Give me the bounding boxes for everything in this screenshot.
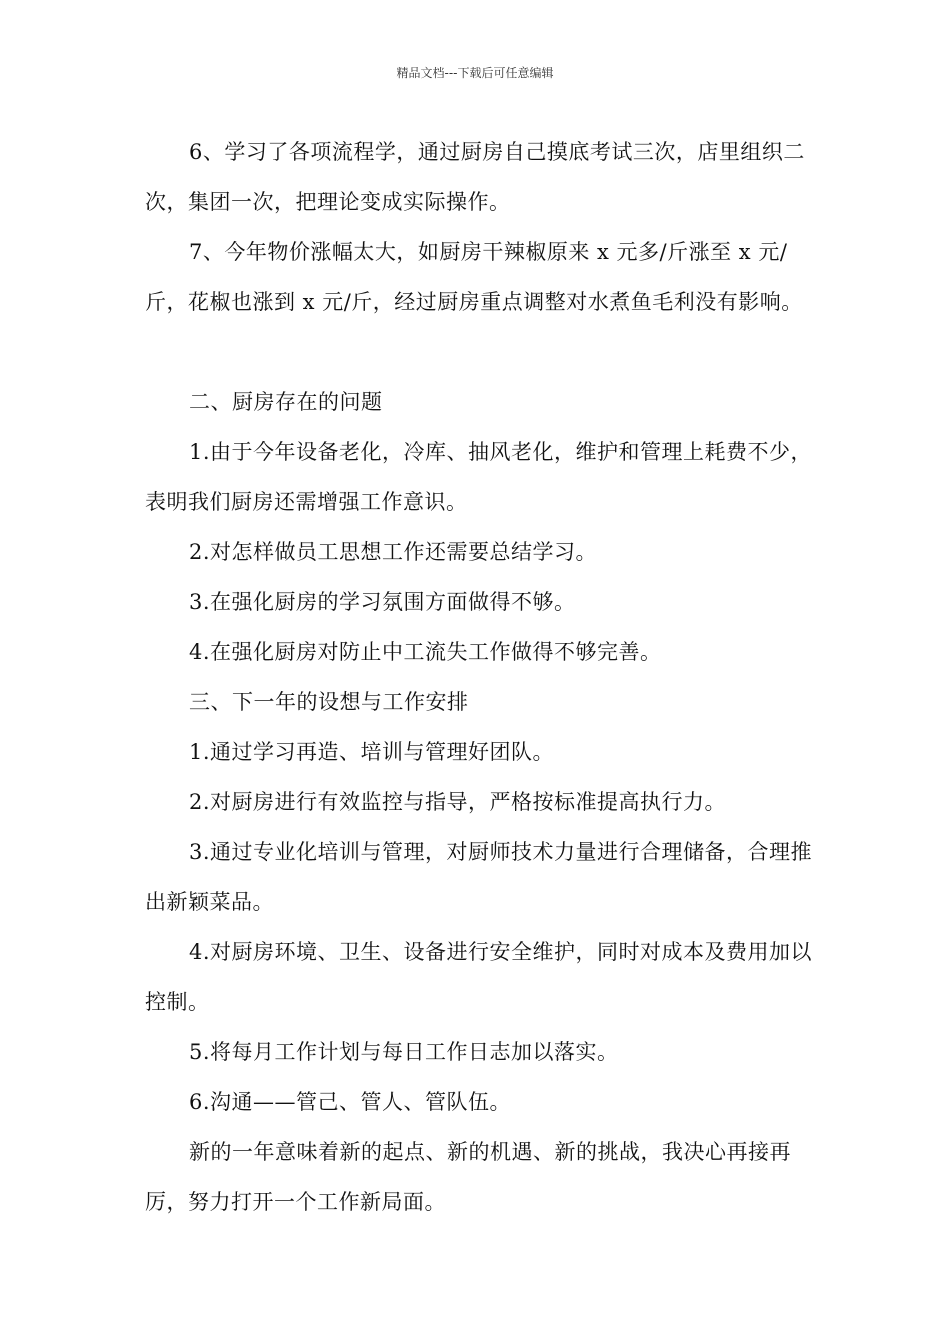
paragraph-item-7: 7、今年物价涨幅太大，如厨房干辣椒原来 x 元多/斤涨至 x 元/斤，花椒也涨到 x 元/斤，经过厨房重点调整对水煮鱼毛利没有影响。 <box>145 240 803 314</box>
paragraph-item-6: 6、学习了各项流程学，通过厨房自己摸底考试三次，店里组织二次，集团一次，把理论变成实际操作。 <box>145 140 805 214</box>
problem-item-3: 3.在强化厨房的学习氛围方面做得不够。 <box>189 590 576 614</box>
plan-item-6: 6.沟通——管己、管人、管队伍。 <box>189 1090 512 1114</box>
paragraph-spacer <box>145 327 817 377</box>
problem-item-4: 4.在强化厨房对防止中工流失工作做得不够完善。 <box>189 640 662 664</box>
plan-item-2: 2.对厨房进行有效监控与指导，严格按标准提高执行力。 <box>189 790 727 814</box>
plan-item-5: 5.将每月工作计划与每日工作日志加以落实。 <box>189 1040 619 1064</box>
closing-paragraph: 新的一年意味着新的起点、新的机遇、新的挑战，我决心再接再厉，努力打开一个工作新局面。 <box>145 1140 791 1214</box>
plan-item-1: 1.通过学习再造、培训与管理好团队。 <box>189 740 555 764</box>
document-body <box>145 127 817 1227</box>
problem-item-1: 1.由于今年设备老化，冷库、抽风老化，维护和管理上耗费不少，表明我们厨房还需增强工作意识。 <box>145 440 813 514</box>
section-heading-problems: 二、厨房存在的问题 <box>189 390 383 414</box>
page-header: 精品文档---下载后可任意编辑 <box>396 66 554 80</box>
section-heading-plans: 三、下一年的设想与工作安排 <box>189 690 469 714</box>
problem-item-2: 2.对怎样做员工思想工作还需要总结学习。 <box>189 540 598 564</box>
plan-item-4: 4.对厨房环境、卫生、设备进行安全维护，同时对成本及费用加以控制。 <box>145 940 813 1014</box>
plan-item-3: 3.通过专业化培训与管理，对厨师技术力量进行合理储备，合理推出新颖菜品。 <box>145 840 813 914</box>
